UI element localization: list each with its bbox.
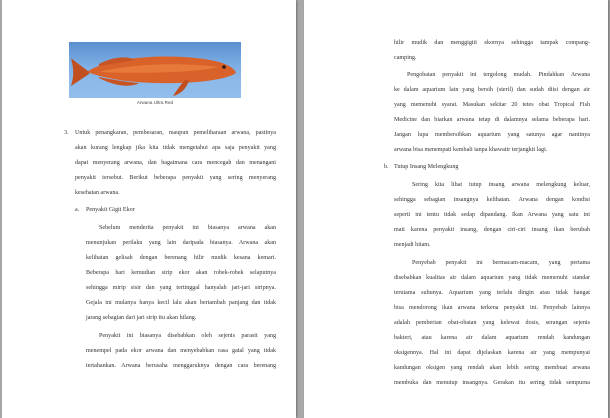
treatment-line-2: ke dalam aquarium lain yang bersih (steril) dan sudah diisi dengan air <box>394 87 590 93</box>
section-b-para1-line-1: Sering kita lihat tutup insang arwana melengkung keluar, <box>412 182 590 188</box>
section-a-para1-line-2: menunjukan perilaku yang lain daripada biasanya. Arwana akan <box>86 240 276 246</box>
section-b-heading: Tutup Insang Melengkung <box>394 164 459 170</box>
continuation-line-1: hilir mudik dan menggigiti ekornya sehingga tampak compang- <box>394 40 590 46</box>
section-a-para2-line-2: menempel pada ekor arwana dan menyebabkan rasa gatal yang tidak <box>86 348 276 354</box>
section-b-para2-line-4: bisa mendorong ikan arwana terkena penyakit ini. Penyebab lainnya <box>394 305 590 311</box>
section-b-para1-line-2: sehingga sebagian insangnya kelihatan. Arwana dengan kondisi <box>394 197 590 203</box>
section-b-para1-line-5: menjadi hitam. <box>394 242 431 248</box>
section-b-para2-line-2: disebabkan kualitas air dalam aquarium yang tidak memenuhi standar <box>394 275 590 281</box>
section-a-para2-line-1: Penyakit ini biasanya disebabkan oleh sejenis parasit yang <box>99 333 276 339</box>
treatment-line-3: yang memenuhi syarat. Masukan sekitar 20 tetes obat Tropical Fish <box>394 102 590 108</box>
item3-line-4: penyakit tersebut. Berikut beberapa penyakit yang sering menyerang <box>75 175 276 181</box>
arowana-fish-image <box>69 42 241 98</box>
section-b-para2-line-3: terutama suhunya. Aquarium yang terlalu dingin atau tidak hangat <box>394 290 590 296</box>
section-a-para1-line-5: sehingga mirip sisir dan yang tertinggal hanyalah jari-jari siripnya. <box>86 285 276 291</box>
section-a-para1-line-7: jarang sebagian dari jari sirip itu akan hilang. <box>86 315 197 321</box>
section-a-marker: a. <box>75 207 80 213</box>
document-page-left <box>2 0 296 418</box>
item3-line-1: Untuk penangkaran, pembesaran, maupun pemeliharaan arwana, pastinya <box>75 130 276 136</box>
treatment-line-4: Medicine dan biarkan arwana tetap di dalamnya selama beberapa hari. <box>394 117 590 123</box>
section-b-para1-line-3: seperti ini tentu tidak sedap dipandang. Ikan Arwana yang satu ini <box>394 212 590 218</box>
section-b-para2-line-1: Penyebab penyakit ini bermacam-macam, yang pertama <box>412 260 590 266</box>
section-b-para2-line-5: adalah pemberian obat-obatan yang kelewat dosis, serangan sejenis <box>394 320 590 326</box>
figure-caption: Arwana Ultra Red <box>136 100 174 105</box>
document-page-right <box>304 0 608 418</box>
section-b-marker: b. <box>384 164 389 170</box>
section-b-para2-line-7: oksigennya. Hal ini dapat dijelaskan karena air yang mempunyai <box>394 350 590 356</box>
section-a-heading: Penyakit Gigit Ekor <box>86 207 135 213</box>
section-a-para1-line-6: Gejala ini mulanya hanya kecil lalu akan bertambah panjang dan tidak <box>86 300 276 306</box>
treatment-line-6: arwana bisa menempati kembali tanpa khawatir terjangkit lagi. <box>394 147 548 153</box>
section-b-para2-line-6: bakteri, atau karena air dalam aquarium rendah kandungan <box>394 335 590 341</box>
section-b-para1-line-4: mati karena penyakit insang, dengan ciri-ciri insang ikan berubah <box>394 227 590 233</box>
section-b-para2-line-8: kandungan oksigen yang rendah akan lebih sering membuat arwana <box>394 365 590 371</box>
section-a-para1-line-3: kelihatan gelisah dengan berenang hilir mudik kesana kemari. <box>86 255 276 261</box>
item3-line-2: akan kurang lengkap jika kita tidak mengetahui apa saja penyakit yang <box>75 145 276 151</box>
section-a-para1-line-4: Beberapa hari kemudian sirip ekor akan robek-robek selaputnya <box>86 270 276 276</box>
item3-line-5: kesehatan arwana. <box>75 190 120 196</box>
section-b-para2-line-9: membuka dan menutup insangnya. Gerakan itu sering tidak sempurna <box>394 380 590 386</box>
item3-line-3: dapat menyerang arwana, dan bagaimana cara mencegah dan menangani <box>75 160 276 166</box>
continuation-line-2: camping. <box>394 55 417 61</box>
treatment-line-1: Pengobatan penyakit ini tergolong mudah. Pindahkan Arwana <box>407 72 590 78</box>
treatment-line-5: Jangan lupa membersihkan aquarium yang satunya agar nantinya <box>394 132 590 138</box>
section-a-para1-line-1: Sebelum menderita penyakit ini biasanya arwana akan <box>99 225 276 231</box>
fish-illustration <box>69 42 241 98</box>
list-number: 3. <box>64 130 69 136</box>
section-a-para2-line-3: tertahankan. Arwana berusaha menggaruknya dengan cara berenang <box>86 363 276 369</box>
